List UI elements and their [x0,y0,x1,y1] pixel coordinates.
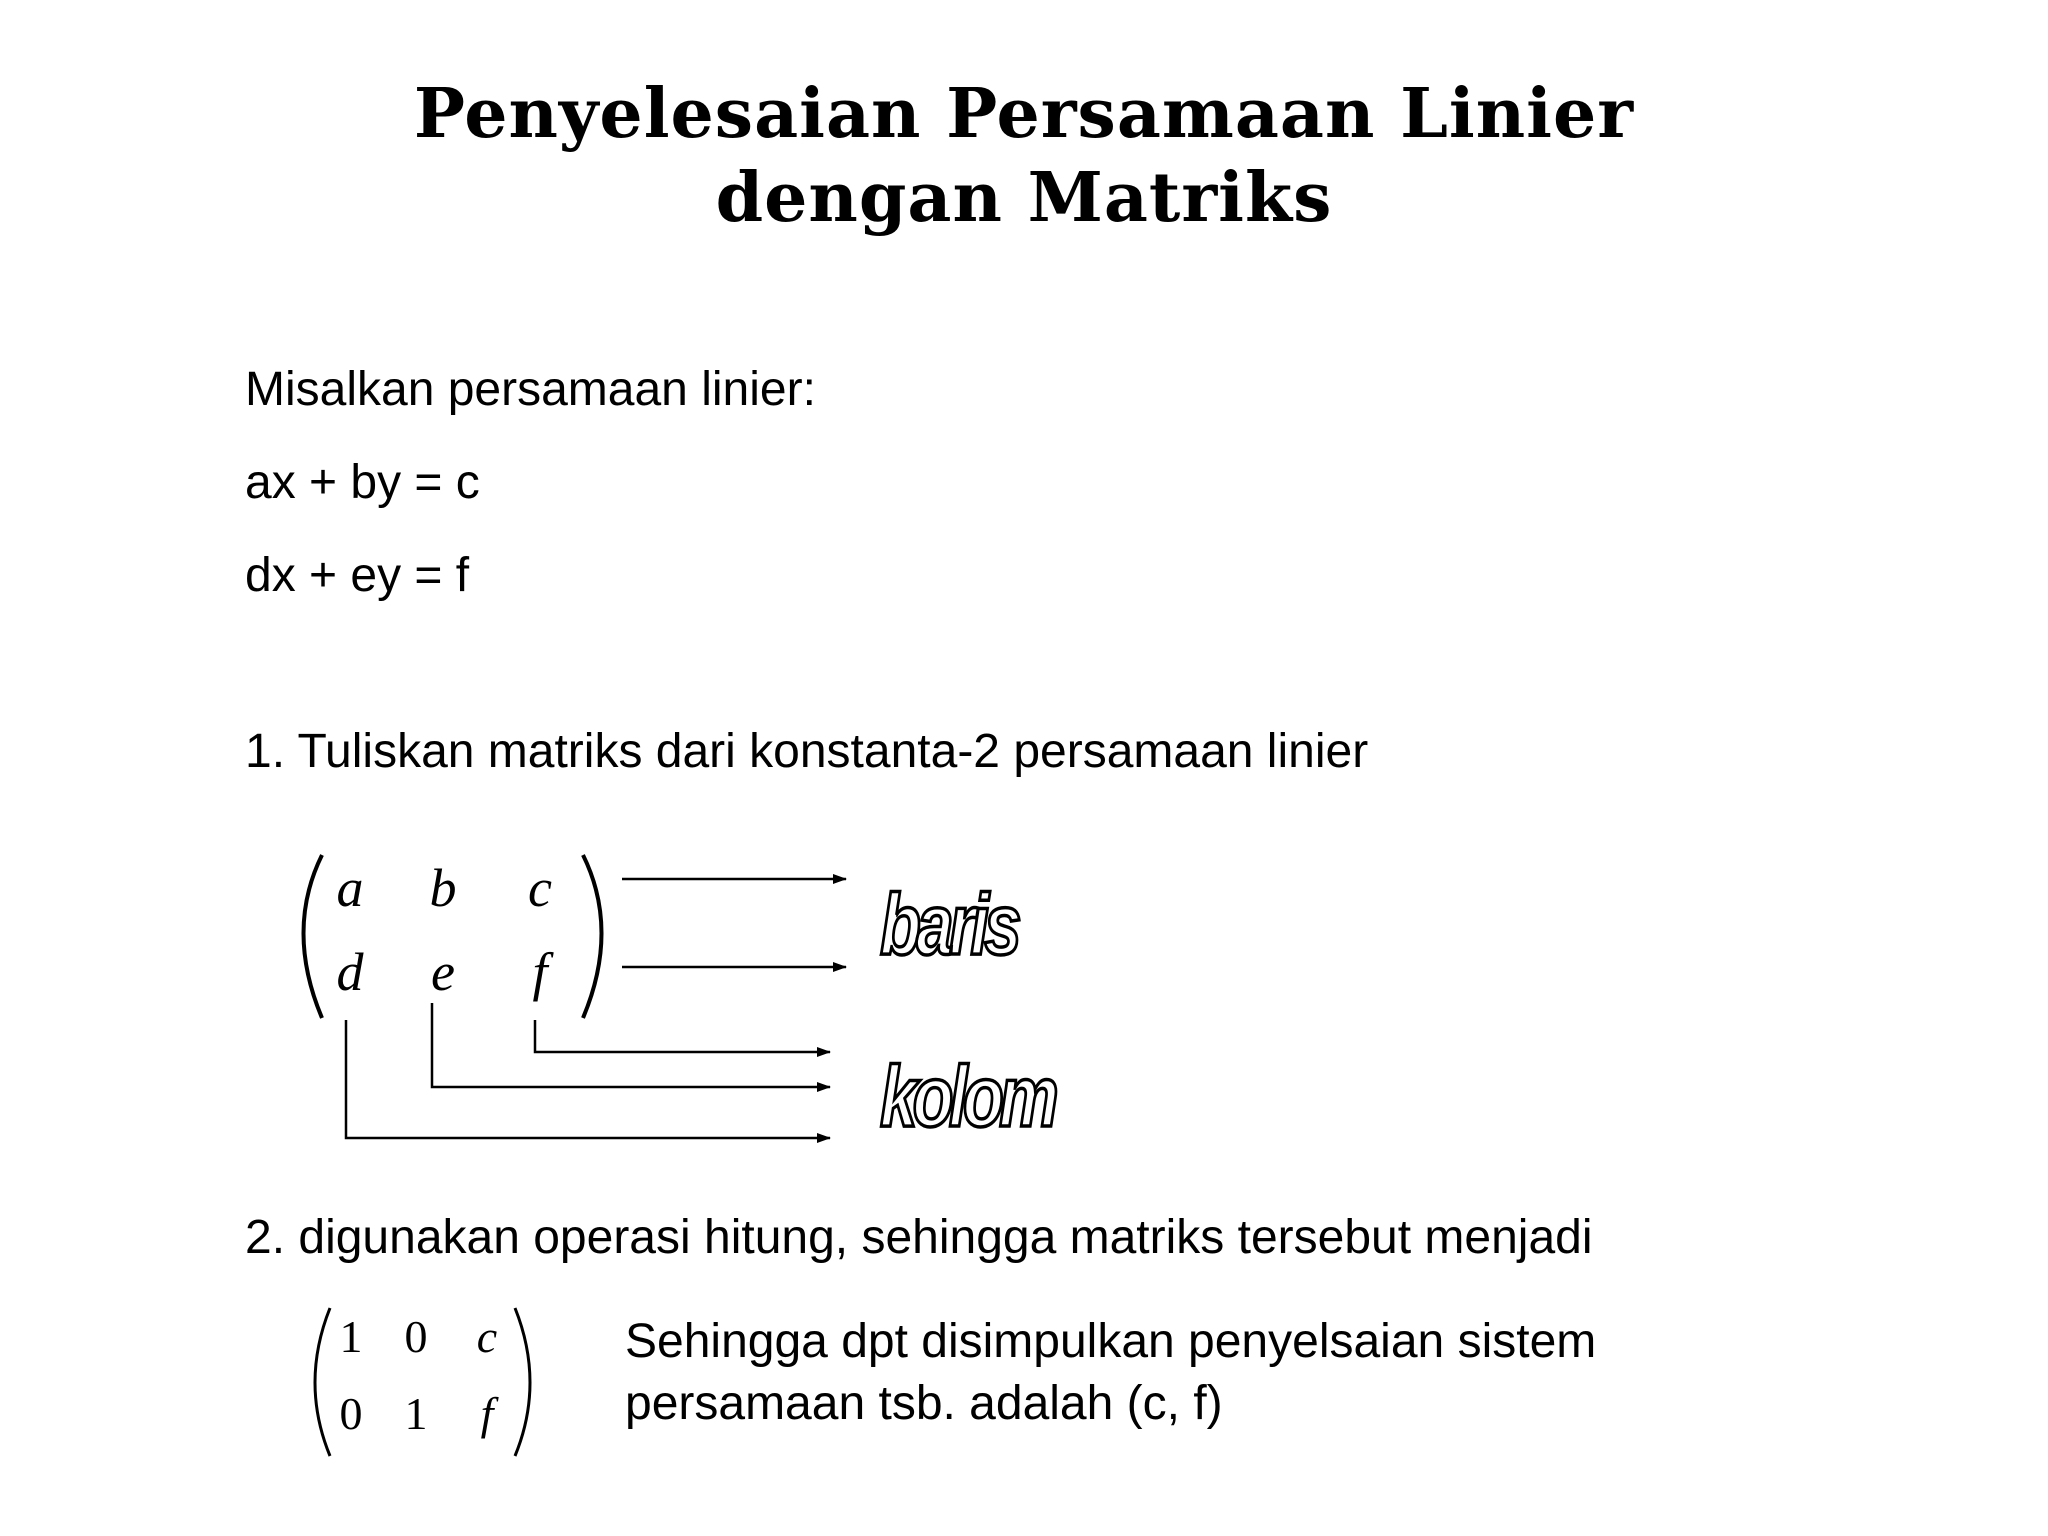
matrix2-left-paren [315,1308,330,1456]
column-3-arrow [535,1020,830,1052]
columns-label: kolom [879,1049,1055,1145]
matrix2-cell-1-1: 1 [339,1311,363,1362]
matrix1-left-paren [304,855,323,1018]
conclusion-text [625,1311,1596,1435]
step-2-text: 2. digunakan operasi hitung, sehingga matriks tersebut menjadi [245,1211,1593,1264]
matrix1-cell-d: d [336,942,364,1002]
rows-label: baris [879,877,1017,973]
step-1-text: 1. Tuliskan matriks dari konstanta-2 persamaan linier [245,725,1369,778]
matrix2-right-paren [515,1308,530,1456]
matrix1-right-paren [583,855,602,1018]
matrix2-cell-1-2: 0 [404,1311,428,1362]
column-2-arrow [432,1003,830,1087]
matrix2-cell-1-3: c [476,1311,498,1362]
matrix2-cell-2-2: 1 [404,1388,428,1439]
matrix2-cell-2-1: 0 [339,1388,363,1439]
conclusion-line-1: Sehingga dpt disimpulkan penyelsaian sistem [625,1315,1597,1368]
title-line-1: Penyelesaian Persamaan Linier [413,74,1635,154]
matrix2-cell-2-3: f [480,1388,494,1439]
equation-1: ax + by = c [245,456,480,509]
conclusion-line-2: persamaan tsb. adalah (c, f) [625,1377,1223,1430]
title-line-2: dengan Matriks [715,158,1333,238]
matrix1-cell-c: c [528,858,552,918]
column-1-arrow [346,1020,830,1138]
matrix1-cell-b: b [429,858,457,918]
matrix1-cell-e: e [431,942,455,1002]
equation-2: dx + ey = f [245,549,470,602]
intro-text: Misalkan persamaan linier: [245,363,816,416]
matrix1-cell-f: f [532,942,548,1002]
matrix1-cell-a: a [336,858,364,918]
